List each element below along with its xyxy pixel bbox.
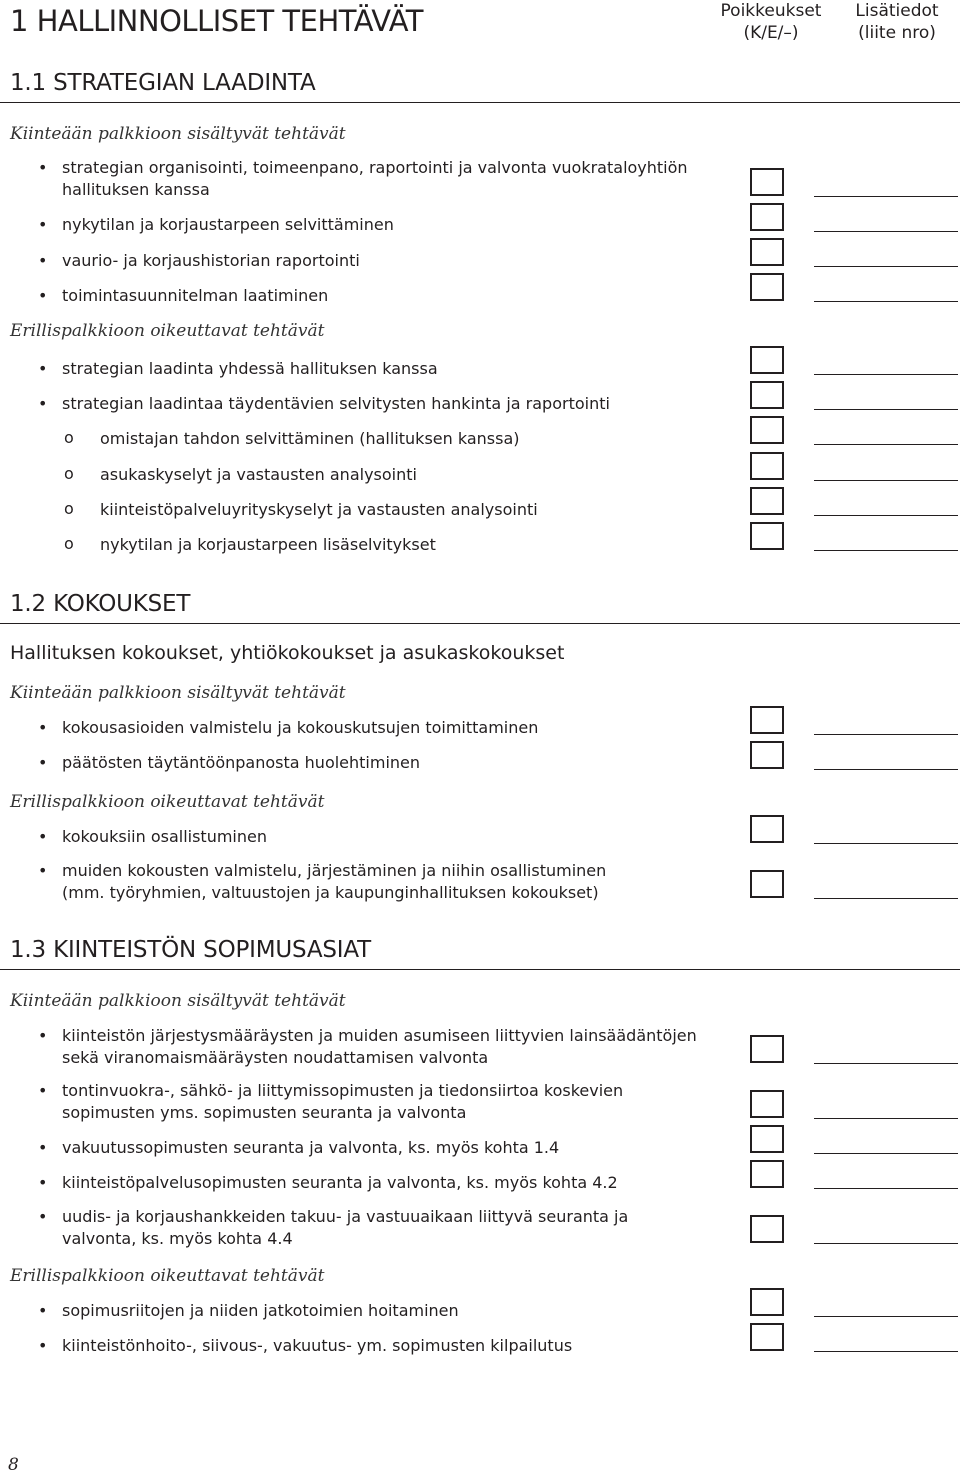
task-item: kiinteistönhoito-, siivous-, vakuutus- ym. sopimusten kilpailutus — [62, 1336, 573, 1355]
info-input-line[interactable] — [814, 734, 958, 735]
exception-checkbox[interactable] — [750, 346, 784, 374]
exception-checkbox[interactable] — [750, 452, 784, 480]
task-item: nykytilan ja korjaustarpeen selvittäminen — [62, 215, 394, 234]
bullet: • — [38, 861, 48, 880]
task-item: kiinteistöpalvelusopimusten seuranta ja valvonta, ks. myös kohta 4.2 — [62, 1173, 618, 1192]
info-input-line[interactable] — [814, 769, 958, 770]
info-input-line[interactable] — [814, 1316, 958, 1317]
category-extra-fee: Erillispalkkioon oikeuttavat tehtävät — [10, 321, 325, 341]
bullet: • — [38, 158, 48, 177]
bullet: • — [38, 1026, 48, 1045]
category-fixed-fee: Kiinteään palkkioon sisältyvät tehtävät — [10, 991, 346, 1011]
task-item: muiden kokousten valmistelu, järjestäminen ja niihin osallistuminen (mm. työryhmien, valtuustojen ja kaupunginhallituksen kokoukset) — [62, 861, 607, 902]
section-title-1-2: 1.2 KOKOUKSET — [10, 591, 191, 617]
info-input-line[interactable] — [814, 898, 958, 899]
sub-bullet: o — [64, 534, 74, 553]
sub-bullet: o — [64, 464, 74, 483]
exception-checkbox[interactable] — [750, 522, 784, 550]
task-item: vaurio- ja korjaushistorian raportointi — [62, 251, 360, 270]
category-extra-fee: Erillispalkkioon oikeuttavat tehtävät — [10, 792, 325, 812]
exception-checkbox[interactable] — [750, 1160, 784, 1188]
exception-checkbox[interactable] — [750, 1288, 784, 1316]
exception-checkbox[interactable] — [750, 741, 784, 769]
page-number: 8 — [8, 1455, 19, 1475]
task-item: strategian laadintaa täydentävien selvitysten hankinta ja raportointi — [62, 394, 610, 413]
task-item: tontinvuokra-, sähkö- ja liittymissopimusten ja tiedonsiirtoa koskevien sopimusten yms. sopimusten seuranta ja valvonta — [62, 1081, 624, 1122]
info-input-line[interactable] — [814, 843, 958, 844]
section-divider — [0, 102, 960, 103]
info-input-line[interactable] — [814, 550, 958, 551]
bullet: • — [38, 1138, 48, 1157]
bullet: • — [38, 394, 48, 413]
sub-bullet: o — [64, 428, 74, 447]
section-title-1-1: 1.1 STRATEGIAN LAADINTA — [10, 70, 316, 96]
exception-checkbox[interactable] — [750, 1125, 784, 1153]
bullet: • — [38, 251, 48, 270]
info-input-line[interactable] — [814, 1243, 958, 1244]
bullet: • — [38, 718, 48, 737]
task-item: kokouksiin osallistuminen — [62, 827, 267, 846]
task-item: kokousasioiden valmistelu ja kokouskutsujen toimittaminen — [62, 718, 539, 737]
info-input-line[interactable] — [814, 515, 958, 516]
task-item: strategian laadinta yhdessä hallituksen kanssa — [62, 359, 438, 378]
task-item: päätösten täytäntöönpanosta huolehtiminen — [62, 753, 421, 772]
info-input-line[interactable] — [814, 301, 958, 302]
exception-checkbox[interactable] — [750, 706, 784, 734]
bullet: • — [38, 1207, 48, 1226]
sub-task-item: nykytilan ja korjaustarpeen lisäselvitykset — [100, 535, 436, 554]
sub-task-item: omistajan tahdon selvittäminen (hallituksen kanssa) — [100, 429, 520, 448]
page-title: 1 HALLINNOLLISET TEHTÄVÄT — [10, 4, 423, 38]
bullet: • — [38, 1173, 48, 1192]
additional-info-column-header: Lisätiedot (liite nro) — [855, 1, 939, 43]
section-divider — [0, 623, 960, 624]
exception-checkbox[interactable] — [750, 1215, 784, 1243]
task-item: toimintasuunnitelman laatiminen — [62, 286, 329, 305]
exception-checkbox[interactable] — [750, 203, 784, 231]
exception-checkbox[interactable] — [750, 238, 784, 266]
info-input-line[interactable] — [814, 1118, 958, 1119]
bullet: • — [38, 359, 48, 378]
task-item: sopimusriitojen ja niiden jatkotoimien hoitaminen — [62, 1301, 459, 1320]
exception-checkbox[interactable] — [750, 1035, 784, 1063]
task-item: vakuutussopimusten seuranta ja valvonta, ks. myös kohta 1.4 — [62, 1138, 560, 1157]
info-input-line[interactable] — [814, 480, 958, 481]
exception-checkbox[interactable] — [750, 815, 784, 843]
bullet: • — [38, 286, 48, 305]
exception-checkbox[interactable] — [750, 381, 784, 409]
subsection-title: Hallituksen kokoukset, yhtiökokoukset ja asukaskokoukset — [10, 642, 565, 664]
exception-checkbox[interactable] — [750, 273, 784, 301]
info-input-line[interactable] — [814, 1188, 958, 1189]
bullet: • — [38, 1301, 48, 1320]
info-input-line[interactable] — [814, 409, 958, 410]
bullet: • — [38, 1081, 48, 1100]
exception-checkbox[interactable] — [750, 487, 784, 515]
exception-checkbox[interactable] — [750, 1323, 784, 1351]
task-item: uudis- ja korjaushankkeiden takuu- ja vastuuaikaan liittyvä seuranta ja valvonta, ks. myös kohta 4.4 — [62, 1207, 629, 1248]
sub-task-item: kiinteistöpalveluyrityskyselyt ja vastausten analysointi — [100, 500, 538, 519]
info-input-line[interactable] — [814, 1351, 958, 1352]
exception-checkbox[interactable] — [750, 1090, 784, 1118]
exception-checkbox[interactable] — [750, 870, 784, 898]
bullet: • — [38, 215, 48, 234]
exceptions-column-header: Poikkeukset (K/E/–) — [720, 1, 822, 43]
exception-checkbox[interactable] — [750, 416, 784, 444]
sub-task-item: asukaskyselyt ja vastausten analysointi — [100, 465, 417, 484]
bullet: • — [38, 1336, 48, 1355]
section-divider — [0, 969, 960, 970]
bullet: • — [38, 753, 48, 772]
category-fixed-fee: Kiinteään palkkioon sisältyvät tehtävät — [10, 124, 346, 144]
info-input-line[interactable] — [814, 1153, 958, 1154]
info-input-line[interactable] — [814, 231, 958, 232]
info-input-line[interactable] — [814, 196, 958, 197]
info-input-line[interactable] — [814, 266, 958, 267]
category-extra-fee: Erillispalkkioon oikeuttavat tehtävät — [10, 1266, 325, 1286]
info-input-line[interactable] — [814, 444, 958, 445]
sub-bullet: o — [64, 499, 74, 518]
category-fixed-fee: Kiinteään palkkioon sisältyvät tehtävät — [10, 683, 346, 703]
info-input-line[interactable] — [814, 1063, 958, 1064]
bullet: • — [38, 827, 48, 846]
task-item: kiinteistön järjestysmääräysten ja muiden asumiseen liittyvien lainsäädäntöjen sekä viranomaismääräysten noudattamisen valvonta — [62, 1026, 697, 1067]
task-item: strategian organisointi, toimeenpano, raportointi ja valvonta vuokrataloyhtiön hallituksen kanssa — [62, 158, 688, 199]
section-title-1-3: 1.3 KIINTEISTÖN SOPIMUSASIAT — [10, 937, 371, 963]
exception-checkbox[interactable] — [750, 168, 784, 196]
info-input-line[interactable] — [814, 374, 958, 375]
